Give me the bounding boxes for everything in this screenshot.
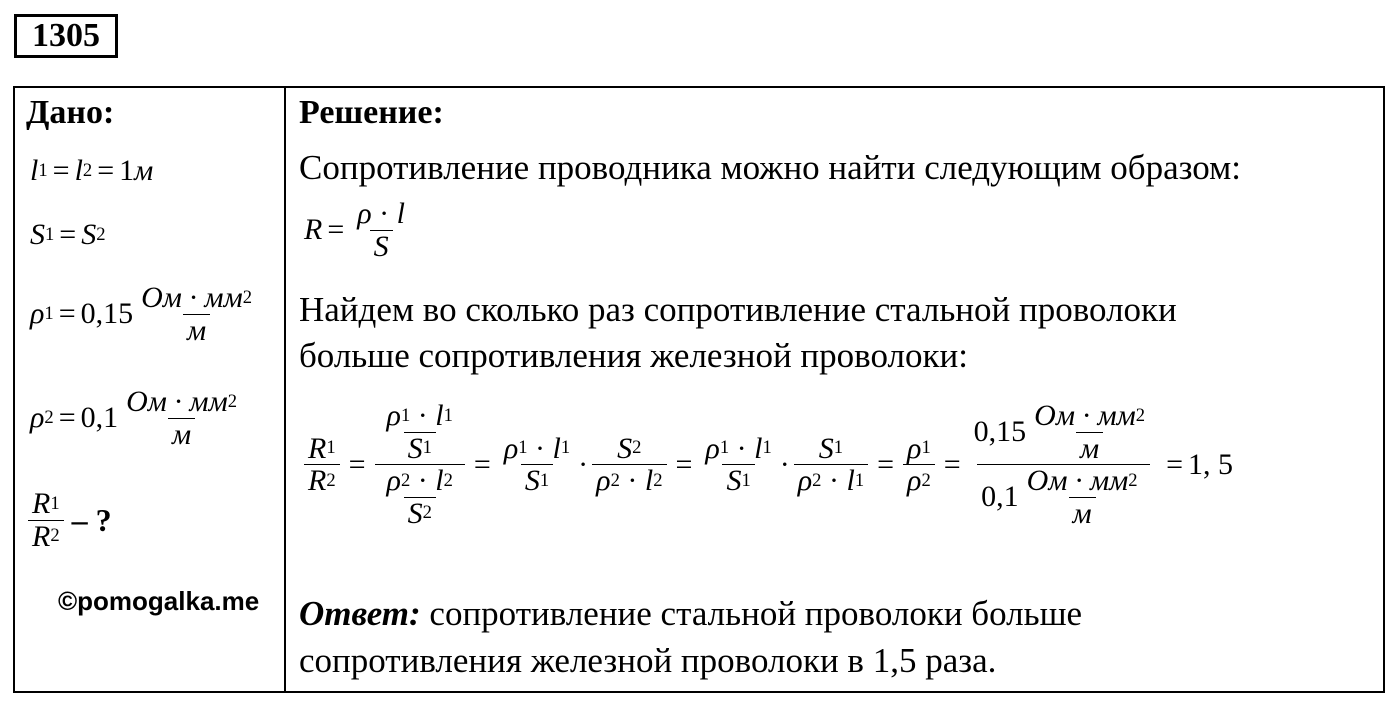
column-divider bbox=[284, 86, 286, 693]
given-lengths: l 1 = l 2 = 1 м bbox=[30, 154, 154, 187]
given-rho1: ρ 1 = 0,15 Ом · мм 2 м bbox=[30, 281, 253, 347]
given-find: R 1 R 2 – ? bbox=[28, 488, 112, 552]
answer-line1: сопротивление стальной проволоки больше bbox=[429, 594, 1083, 633]
solution-header: Решение: bbox=[299, 94, 444, 131]
answer-label: Ответ: bbox=[299, 594, 421, 633]
formula-ratio: R 1 R 2 = ρ 1 · l 1 S 1 ρ 2 · l 2 S 2 = ρ 1 · l 1 S 1 · S 2 ρ 2 · l 2 = ρ 1 · l 1 S 1 · S 1 ρ 2 · l 1 = ρ 1 ρ 2 = 0,15 Ом · мм 2 м 0,1 Ом · мм 2 м = 1, 5 bbox=[304, 400, 1233, 529]
formula-resistance: R = ρ · l S bbox=[304, 197, 405, 263]
solution-text-line1: Сопротивление проводника можно найти следующим образом: bbox=[299, 148, 1241, 187]
answer-block bbox=[299, 590, 1369, 684]
problem-number: 1305 bbox=[14, 14, 118, 58]
solution-text-line3: больше сопротивления железной проволоки: bbox=[299, 336, 968, 375]
given-areas: S 1 = S 2 bbox=[30, 218, 106, 251]
watermark: ©pomogalka.me bbox=[58, 586, 260, 616]
solution-text-line2: Найдем во сколько раз сопротивление стальной проволоки bbox=[299, 290, 1177, 329]
given-header: Дано: bbox=[26, 94, 115, 131]
given-rho2: ρ 2 = 0,1 Ом · мм 2 м bbox=[30, 385, 238, 451]
answer-line2: сопротивления железной проволоки в 1,5 раза. bbox=[299, 641, 997, 680]
